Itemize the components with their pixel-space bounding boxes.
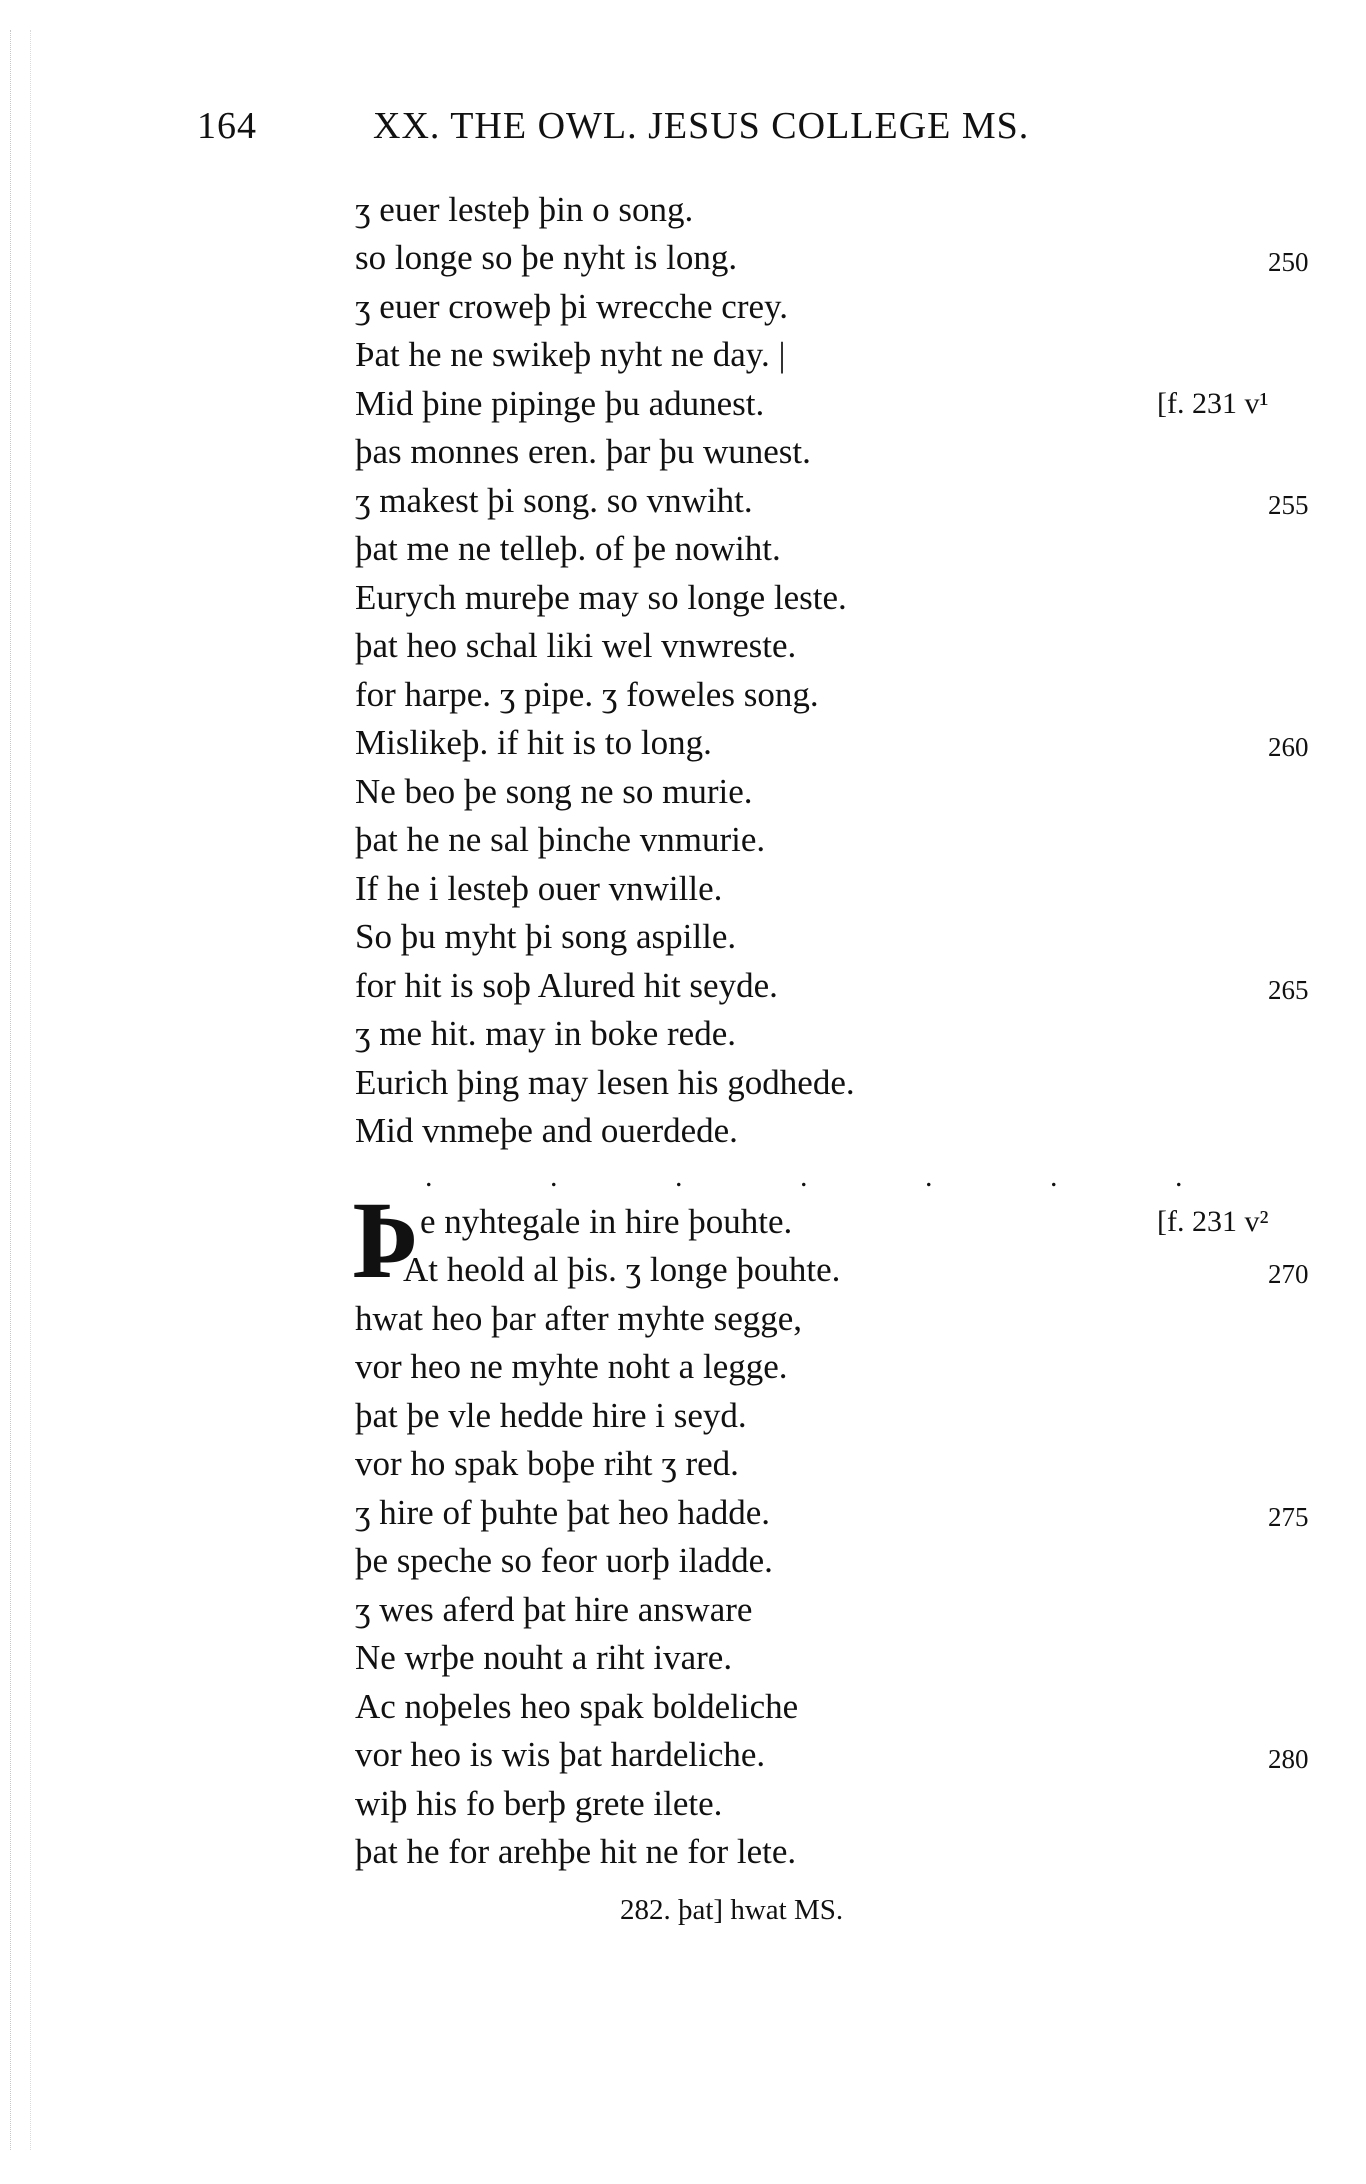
running-title: XX. THE OWL. JESUS COLLEGE MS. [373,105,1030,147]
verse-line: ʒ makest þi song. so vnwiht. [355,481,753,520]
running-header [0,104,1366,154]
verse-line: Eurich þing may lesen his godhede. [355,1063,855,1102]
verse-line: ʒ wes aferd þat hire answare [355,1590,753,1629]
line-number: 270 [1268,1259,1309,1289]
verse-line: e nyhtegale in hire þouhte. [420,1202,793,1241]
verse-line: for hit is soþ Alured hit seyde. [355,966,778,1005]
verse-line: ʒ euer croweþ þi wrecche crey. [355,287,789,326]
verse-line: þat heo schal liki wel vnwreste. [355,626,797,665]
verse-line: Ac noþeles heo spak boldeliche [355,1687,799,1726]
verse-line: So þu myht þi song aspille. [355,917,737,956]
verse-line: so longe so þe nyht is long. [355,238,738,277]
verse-line: If he i lesteþ ouer vnwille. [355,869,723,908]
scan-edge-marks [10,30,15,2150]
verse-line: ʒ euer lesteþ þin o song. [355,190,694,229]
verse-line: þat he ne sal þinche vnmurie. [355,820,766,859]
line-number: 275 [1268,1502,1309,1532]
verse-line: þe speche so feor uorþ iladde. [355,1541,773,1580]
line-number: 265 [1268,975,1309,1005]
verse-line: vor heo is wis þat hardeliche. [355,1735,766,1774]
verse-line: Ne wrþe nouht a riht ivare. [355,1638,733,1677]
verse-line: Ne beo þe song ne so murie. [355,772,753,811]
verse-line: þat me ne telleþ. of þe nowiht. [355,529,781,568]
verse-line: þat he for arehþe hit ne for lete. [355,1832,797,1871]
line-number: 255 [1268,490,1309,520]
line-number: 250 [1268,247,1309,277]
line-number: 260 [1268,732,1309,762]
drop-cap: Þ [352,1179,420,1301]
verse-line: At heold al þis. ʒ longe þouhte. [403,1250,841,1289]
verse-line: ʒ hire of þuhte þat heo hadde. [355,1493,770,1532]
verse-line: Mislikeþ. if hit is to long. [355,723,712,762]
verse-line: for harpe. ʒ pipe. ʒ foweles song. [355,675,819,714]
footnote: 282. þat] hwat MS. [620,1894,844,1926]
verse-line: vor ho spak boþe riht ʒ red. [355,1444,739,1483]
omission-dots: . . . . . . . [425,1160,1238,1193]
folio-reference: [f. 231 v² [1157,1205,1269,1238]
verse-line: þas monnes eren. þar þu wunest. [355,432,811,471]
verse-line: Mid þine pipinge þu adunest. [355,384,765,423]
verse-line: vor heo ne myhte noht a legge. [355,1347,788,1386]
verse-line: hwat heo þar after myhte segge, [355,1299,803,1338]
folio-reference: [f. 231 v¹ [1157,387,1269,420]
verse-line: Mid vnmeþe and ouerdede. [355,1111,738,1150]
verse-line: ʒ me hit. may in boke rede. [355,1014,736,1053]
page-number: 164 [197,105,257,147]
scan-edge-marks-secondary [30,30,33,2150]
verse-line: wiþ his fo berþ grete ilete. [355,1784,723,1823]
verse-line: Þat he ne swikeþ nyht ne day. | [355,335,786,374]
verse-line: þat þe vle hedde hire i seyd. [355,1396,747,1435]
verse-line: Eurych mureþe may so longe leste. [355,578,847,617]
line-number: 280 [1268,1744,1309,1774]
